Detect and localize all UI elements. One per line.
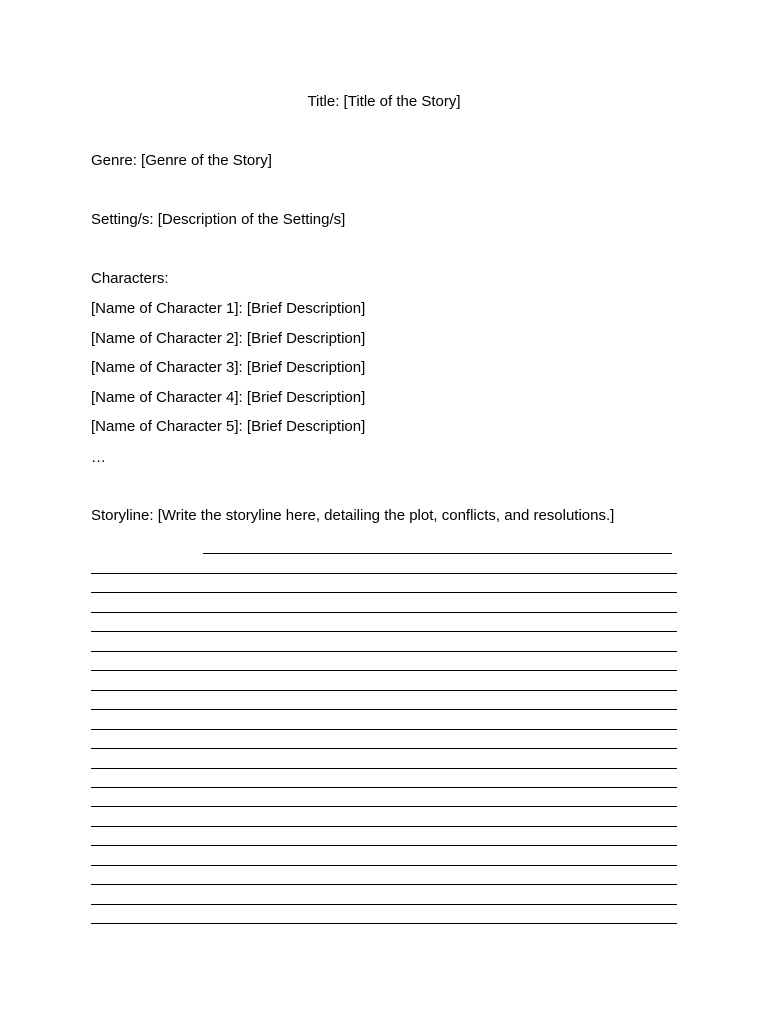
writing-line (91, 923, 677, 924)
writing-line (91, 631, 677, 632)
character-item-1: [Name of Character 1]: [Brief Description] (91, 300, 366, 317)
writing-line (91, 768, 677, 769)
writing-line (91, 670, 677, 671)
writing-line (91, 651, 677, 652)
writing-line (91, 806, 677, 807)
writing-line (91, 573, 677, 574)
writing-line (91, 690, 677, 691)
writing-line (91, 787, 677, 788)
genre-line: Genre: [Genre of the Story] (91, 152, 272, 169)
characters-heading: Characters: (91, 270, 169, 287)
ellipsis: … (91, 449, 106, 466)
writing-line (91, 748, 677, 749)
writing-line (91, 845, 677, 846)
writing-line (91, 904, 677, 905)
writing-line (91, 826, 677, 827)
character-item-4: [Name of Character 4]: [Brief Description] (91, 389, 366, 406)
writing-line (91, 709, 677, 710)
character-item-5: [Name of Character 5]: [Brief Description] (91, 418, 366, 435)
writing-line (91, 592, 677, 593)
story-title: Title: [Title of the Story] (307, 93, 461, 110)
writing-line (91, 865, 677, 866)
writing-line (91, 729, 677, 730)
character-item-3: [Name of Character 3]: [Brief Description] (91, 359, 366, 376)
storyline-line: Storyline: [Write the storyline here, detailing the plot, conflicts, and resolutions.] (91, 507, 615, 524)
writing-line (91, 884, 677, 885)
character-item-2: [Name of Character 2]: [Brief Description] (91, 330, 366, 347)
writing-line (91, 612, 677, 613)
writing-line (203, 553, 672, 554)
setting-line: Setting/s: [Description of the Setting/s] (91, 211, 346, 228)
